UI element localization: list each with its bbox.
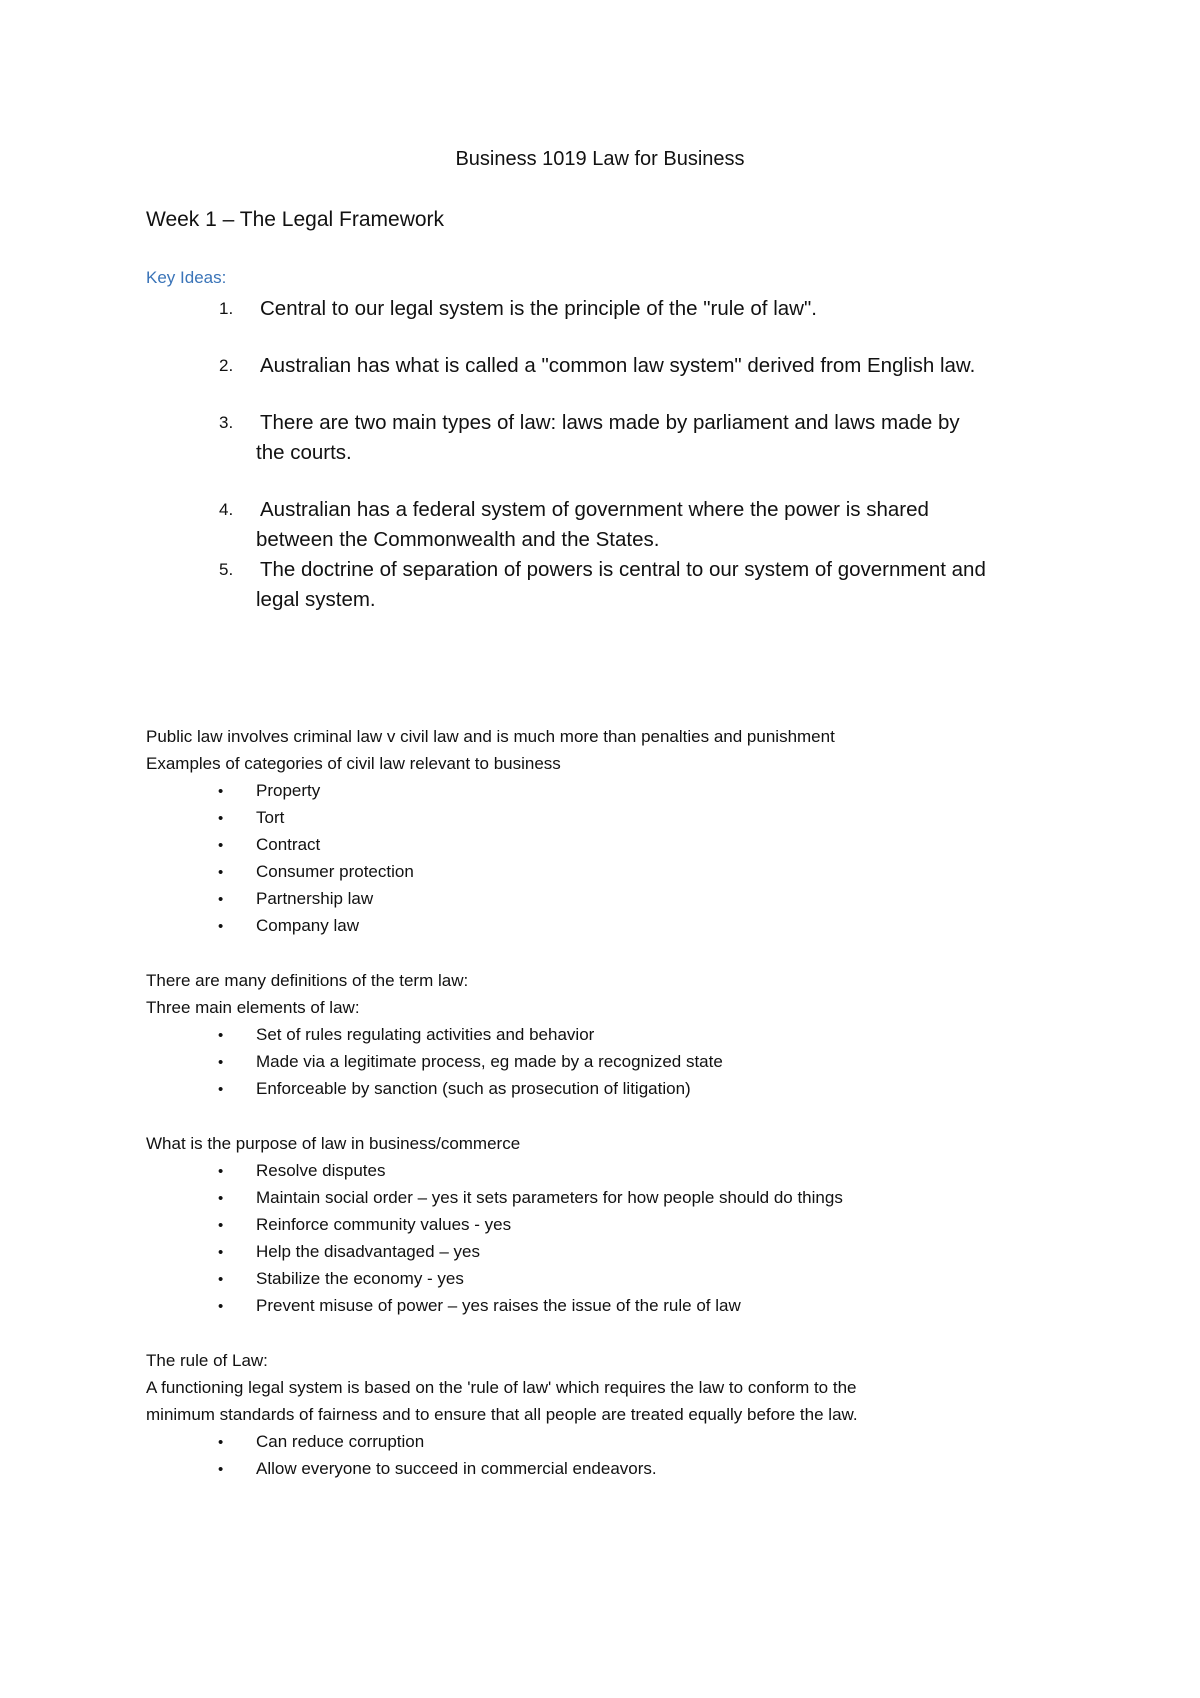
bullet-icon: • xyxy=(218,891,224,908)
paragraph-line: A functioning legal system is based on the 'rule of law' which requires the law to conform to the xyxy=(146,1378,857,1397)
document-title: Business 1019 Law for Business xyxy=(455,148,745,170)
paragraph-line: There are many definitions of the term law: xyxy=(146,971,469,990)
bullet-icon: • xyxy=(218,1461,224,1478)
key-ideas-heading: Key Ideas: xyxy=(146,268,227,287)
paragraph-line: Three main elements of law: xyxy=(146,998,360,1017)
key-idea-number: 3. xyxy=(219,413,234,432)
bullet-icon: • xyxy=(218,1190,224,1207)
bullet-icon: • xyxy=(218,1027,224,1044)
list-item: Company law xyxy=(256,916,359,935)
section-heading: The rule of Law: xyxy=(146,1351,268,1370)
list-item: Consumer protection xyxy=(256,862,414,881)
list-item: Allow everyone to succeed in commercial endeavors. xyxy=(256,1459,657,1478)
list-item: Resolve disputes xyxy=(256,1161,386,1180)
paragraph-line: Public law involves criminal law v civil law and is much more than penalties and punishment xyxy=(146,727,835,746)
list-item: Can reduce corruption xyxy=(256,1432,425,1451)
bullet-icon: • xyxy=(218,918,224,935)
week-heading: Week 1 – The Legal Framework xyxy=(146,208,445,231)
key-idea-text: Australian has a federal system of government where the power is shared xyxy=(260,498,929,521)
bullet-icon: • xyxy=(218,1298,224,1315)
list-item: Help the disadvantaged – yes xyxy=(256,1242,480,1261)
list-item: Property xyxy=(256,781,321,800)
list-item: Contract xyxy=(256,835,321,854)
paragraph-line: Examples of categories of civil law relevant to business xyxy=(146,754,561,773)
list-item: Made via a legitimate process, eg made by a recognized state xyxy=(256,1052,723,1071)
bullet-icon: • xyxy=(218,1081,224,1098)
bullet-icon: • xyxy=(218,1271,224,1288)
paragraph-line: minimum standards of fairness and to ensure that all people are treated equally before the law. xyxy=(146,1405,858,1424)
list-item: Stabilize the economy - yes xyxy=(256,1269,464,1288)
key-idea-number: 4. xyxy=(219,500,234,519)
bullet-icon: • xyxy=(218,1163,224,1180)
key-idea-text: Australian has what is called a "common law system" derived from English law. xyxy=(260,354,976,377)
list-item: Set of rules regulating activities and behavior xyxy=(256,1025,595,1044)
list-item: Maintain social order – yes it sets parameters for how people should do things xyxy=(256,1188,843,1207)
key-idea-text: Central to our legal system is the principle of the "rule of law". xyxy=(260,297,817,320)
section-heading: What is the purpose of law in business/commerce xyxy=(146,1134,521,1153)
list-item: Prevent misuse of power – yes raises the issue of the rule of law xyxy=(256,1296,741,1315)
bullet-icon: • xyxy=(218,1434,224,1451)
list-item: Enforceable by sanction (such as prosecution of litigation) xyxy=(256,1079,691,1098)
bullet-icon: • xyxy=(218,864,224,881)
key-idea-number: 5. xyxy=(219,560,234,579)
key-idea-text: the courts. xyxy=(256,441,352,464)
key-idea-number: 2. xyxy=(219,356,234,375)
key-idea-text: between the Commonwealth and the States. xyxy=(256,528,660,551)
bullet-icon: • xyxy=(218,783,224,800)
bullet-icon: • xyxy=(218,837,224,854)
key-idea-text: There are two main types of law: laws made by parliament and laws made by xyxy=(260,411,960,434)
key-idea-text: The doctrine of separation of powers is central to our system of government and xyxy=(260,558,986,581)
list-item: Partnership law xyxy=(256,889,374,908)
bullet-icon: • xyxy=(218,810,224,827)
bullet-icon: • xyxy=(218,1217,224,1234)
bullet-icon: • xyxy=(218,1054,224,1071)
key-idea-number: 1. xyxy=(219,299,234,318)
list-item: Tort xyxy=(256,808,285,827)
list-item: Reinforce community values - yes xyxy=(256,1215,512,1234)
key-idea-text: legal system. xyxy=(256,588,376,611)
bullet-icon: • xyxy=(218,1244,224,1261)
